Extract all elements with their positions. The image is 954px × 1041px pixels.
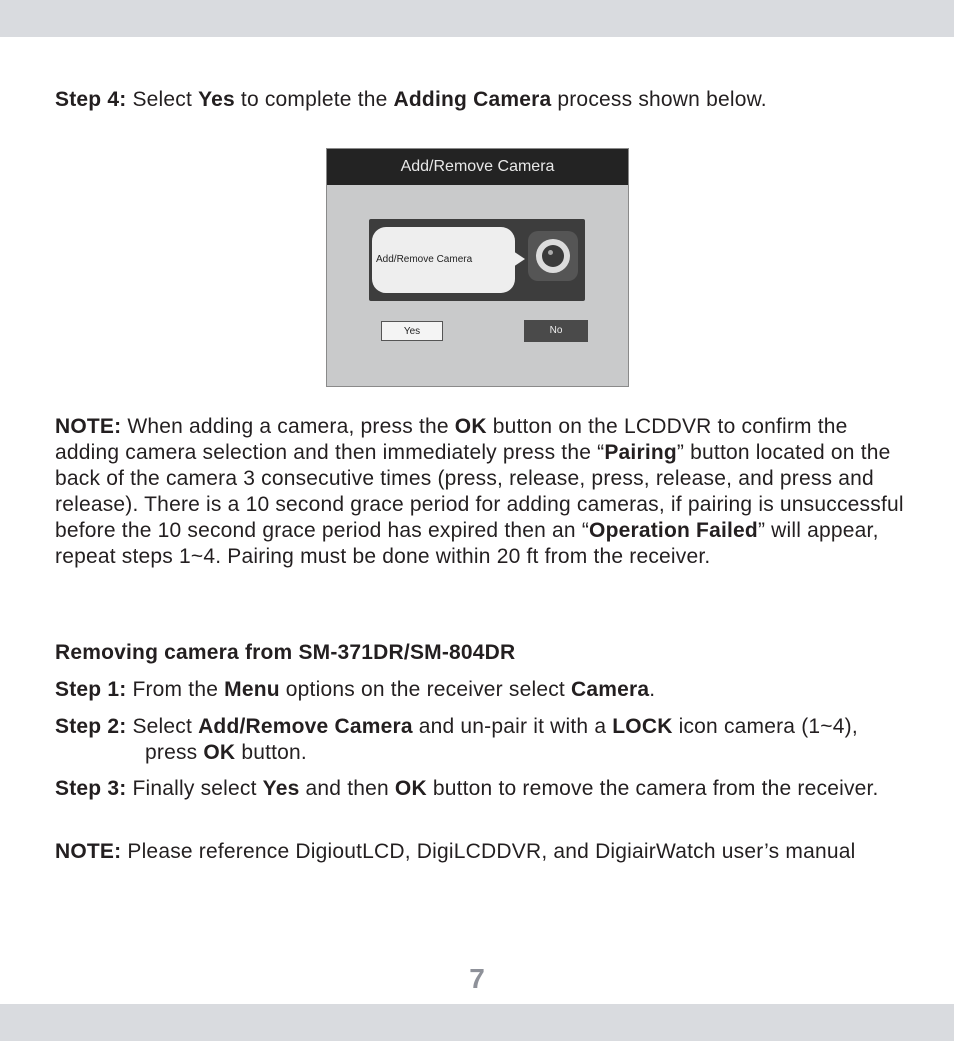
emphasis: Yes — [198, 88, 235, 111]
yes-button[interactable]: Yes — [381, 321, 443, 341]
emphasis: Operation Failed — [589, 519, 758, 542]
step-label: Step 1: — [55, 678, 127, 701]
top-band — [0, 0, 954, 37]
text: When adding a camera, press the — [121, 415, 455, 438]
text: options on the receiver select — [279, 678, 571, 701]
text: button to remove the camera from the receiver. — [426, 777, 879, 800]
text: Finally select — [126, 777, 263, 800]
speech-bubble: Add/Remove Camera — [372, 227, 515, 293]
camera-lens-ring — [536, 239, 570, 273]
text: and then — [299, 777, 395, 800]
emphasis: LOCK — [612, 715, 673, 738]
text: process shown below. — [551, 88, 767, 111]
emphasis: Menu — [224, 678, 280, 701]
emphasis: OK — [203, 741, 236, 764]
screen-title: Add/Remove Camera — [327, 149, 628, 185]
text: . — [649, 678, 656, 701]
emphasis: Add/Remove Camera — [198, 715, 413, 738]
remove-step1 — [55, 677, 915, 703]
bottom-band — [0, 1004, 954, 1041]
remove-step2 — [55, 714, 915, 766]
text: and un-pair it with a — [412, 715, 613, 738]
page-number: 7 — [469, 963, 485, 994]
emphasis: OK — [454, 415, 487, 438]
section-heading: Removing camera from SM-371DR/SM-804DR — [55, 641, 516, 664]
step-label: Step 2: — [55, 715, 127, 738]
bubble-tail — [513, 251, 525, 267]
text: Select — [126, 88, 199, 111]
add-remove-camera-screenshot — [326, 148, 629, 387]
camera-lens — [542, 245, 564, 267]
emphasis: Adding Camera — [393, 88, 552, 111]
text: From the — [126, 678, 225, 701]
note1-paragraph — [55, 414, 915, 570]
lens-glint — [548, 250, 553, 255]
text: ” button located on the back of the camera 3 consecutive times (press, release, press, release, and press and release). There is a 10 second grace period for adding cameras, if pairing is unsuccessful before the 10 second grace period has expired then an “ — [55, 441, 904, 542]
note-label: NOTE: — [55, 415, 122, 438]
step-label: Step 4: — [55, 88, 127, 111]
no-button[interactable]: No — [524, 320, 588, 342]
emphasis: Pairing — [604, 441, 677, 464]
remove-step3 — [55, 776, 915, 802]
text: button on the LCDDVR to confirm the adding camera selection and then immediately press the “ — [55, 415, 848, 464]
step-label: Step 3: — [55, 777, 127, 800]
text: ” will appear, repeat steps 1~4. Pairing must be done within 20 ft from the receiver. — [55, 519, 879, 568]
text: Select — [126, 715, 199, 738]
note-label: NOTE: — [55, 840, 122, 863]
camera-icon — [528, 231, 578, 281]
text: Please reference DigioutLCD, DigiLCDDVR, and DigiairWatch user’s manual — [121, 840, 856, 863]
text: icon camera (1~4), press — [145, 715, 858, 764]
emphasis: OK — [394, 777, 427, 800]
text: button. — [235, 741, 307, 764]
emphasis: Yes — [262, 777, 300, 800]
emphasis: Camera — [571, 678, 650, 701]
text: to complete the — [234, 88, 394, 111]
step4-paragraph — [55, 87, 915, 113]
camera-panel — [369, 219, 585, 301]
note2-paragraph — [55, 839, 875, 865]
